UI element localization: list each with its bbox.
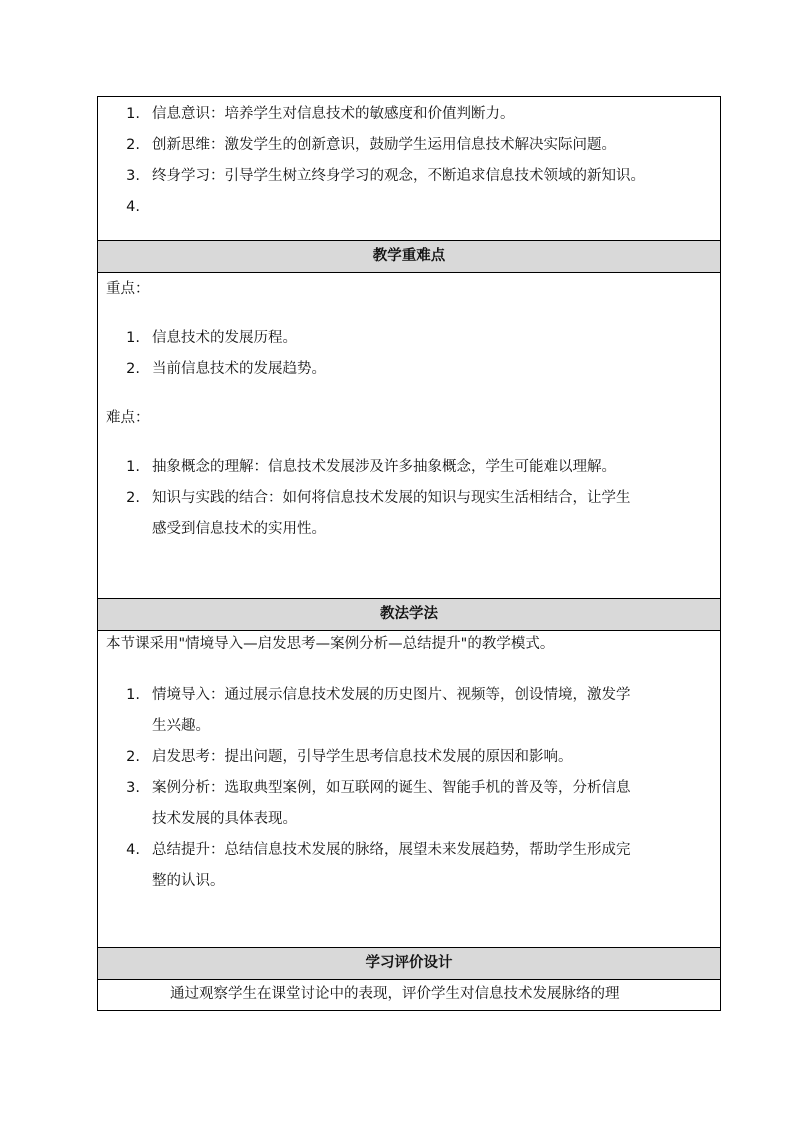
key-points-section: [98, 273, 720, 598]
list-number: 2.: [126, 361, 140, 377]
list-number: 3.: [126, 780, 140, 796]
evaluation-section: [98, 980, 720, 1010]
section-header-evaluation: 学习评价设计: [98, 947, 720, 980]
focus-label: 重点：: [106, 281, 150, 297]
list-number: 1.: [126, 106, 140, 122]
section-header-key-points: 教学重难点: [98, 240, 720, 273]
list-text: 案例分析：选取典型案例，如互联网的诞生、智能手机的普及等，分析信息: [152, 780, 631, 796]
goals-section: [98, 97, 720, 241]
list-text: 知识与实践的结合：如何将信息技术发展的知识与现实生活相结合，让学生: [152, 490, 631, 506]
list-text: 信息意识：培养学生对信息技术的敏感度和价值判断力。: [152, 106, 515, 122]
list-text: 总结提升：总结信息技术发展的脉络，展望未来发展趋势，帮助学生形成完: [152, 842, 631, 858]
list-number: 1.: [126, 330, 140, 346]
list-text: 创新思维：激发学生的创新意识，鼓励学生运用信息技术解决实际问题。: [152, 137, 616, 153]
list-text: 生兴趣。: [152, 718, 210, 734]
list-number: 4.: [126, 199, 140, 215]
list-text: 抽象概念的理解：信息技术发展涉及许多抽象概念，学生可能难以理解。: [152, 459, 616, 475]
lesson-plan-table: [97, 96, 721, 1011]
list-text: 情境导入：通过展示信息技术发展的历史图片、视频等，创设情境，激发学: [152, 687, 631, 703]
list-text: 信息技术的发展历程。: [152, 330, 297, 346]
list-number: 4.: [126, 842, 140, 858]
difficulty-label: 难点：: [106, 410, 150, 426]
list-text: 技术发展的具体表现。: [152, 811, 297, 827]
evaluation-text: 通过观察学生在课堂讨论中的表现，评价学生对信息技术发展脉络的理: [170, 986, 620, 1002]
methods-intro: 本节课采用"情境导入—启发思考—案例分析—总结提升"的教学模式。: [106, 636, 555, 652]
list-text: 感受到信息技术的实用性。: [152, 521, 326, 537]
methods-section: [98, 631, 720, 947]
list-text: 整的认识。: [152, 873, 225, 889]
list-number: 2.: [126, 749, 140, 765]
list-number: 2.: [126, 490, 140, 506]
list-number: 1.: [126, 687, 140, 703]
section-header-methods: 教法学法: [98, 598, 720, 631]
list-text: 终身学习：引导学生树立终身学习的观念，不断追求信息技术领域的新知识。: [152, 168, 645, 184]
list-number: 3.: [126, 168, 140, 184]
list-number: 2.: [126, 137, 140, 153]
list-number: 1.: [126, 459, 140, 475]
list-text: 启发思考：提出问题，引导学生思考信息技术发展的原因和影响。: [152, 749, 573, 765]
list-text: 当前信息技术的发展趋势。: [152, 361, 326, 377]
